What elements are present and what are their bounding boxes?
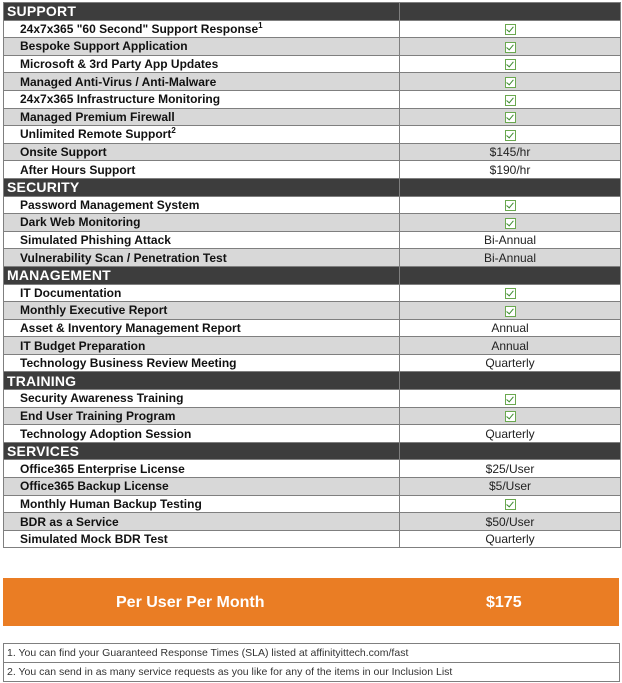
- service-label-text: 24x7x365 "60 Second" Support Response: [20, 21, 259, 36]
- table-row: [4, 513, 621, 531]
- included-cell: [400, 495, 621, 513]
- service-value: $145/hr: [400, 143, 621, 161]
- service-label: [4, 196, 400, 214]
- service-label-text: Asset & Inventory Management Report: [20, 320, 241, 335]
- section-header-cell: [400, 3, 621, 21]
- included-cell: [400, 20, 621, 38]
- price-label: Per User Per Month: [116, 594, 265, 611]
- section-title: MANAGEMENT: [4, 266, 400, 284]
- section-header-management: [4, 266, 621, 284]
- table-row: [4, 530, 621, 548]
- service-label: [4, 460, 400, 478]
- service-label: [4, 513, 400, 531]
- section-header-cell: [400, 178, 621, 196]
- included-cell: [400, 73, 621, 91]
- section-title: SECURITY: [4, 178, 400, 196]
- service-label-text: Monthly Executive Report: [20, 303, 168, 318]
- service-label: [4, 354, 400, 372]
- service-label-text: BDR as a Service: [20, 514, 119, 529]
- service-label: [4, 337, 400, 355]
- service-label: [4, 38, 400, 56]
- service-label-text: Vulnerability Scan / Penetration Test: [20, 250, 227, 265]
- section-header-training: [4, 372, 621, 390]
- service-label-text: Office365 Enterprise License: [20, 461, 185, 476]
- service-label: [4, 108, 400, 126]
- service-label: [4, 231, 400, 249]
- table-row: [4, 108, 621, 126]
- footnotes-table: [3, 643, 620, 682]
- service-label-text: Dark Web Monitoring: [20, 215, 141, 230]
- included-cell: [400, 407, 621, 425]
- service-label-text: After Hours Support: [20, 162, 136, 177]
- service-value: $5/User: [400, 478, 621, 496]
- service-label: [4, 143, 400, 161]
- service-value: Bi-Annual: [400, 249, 621, 267]
- service-label: [4, 214, 400, 232]
- service-value: Quarterly: [400, 354, 621, 372]
- price-value: $175: [486, 594, 522, 611]
- service-label: [4, 20, 400, 38]
- service-label: [4, 284, 400, 302]
- service-value: Quarterly: [400, 425, 621, 443]
- service-value: $25/User: [400, 460, 621, 478]
- table-row: [4, 20, 621, 38]
- footnote-row: [4, 644, 620, 663]
- service-label-text: 24x7x365 Infrastructure Monitoring: [20, 92, 221, 107]
- service-label: [4, 407, 400, 425]
- checkbox-checked-icon: [505, 95, 516, 106]
- service-label: [4, 319, 400, 337]
- footnote-marker: 2: [171, 126, 176, 136]
- service-label: [4, 478, 400, 496]
- included-cell: [400, 90, 621, 108]
- included-cell: [400, 390, 621, 408]
- footnote-1: 1. You can find your Guaranteed Response Times (SLA) listed at affinityittech.com/fast: [4, 644, 620, 663]
- included-cell: [400, 108, 621, 126]
- service-label-text: IT Documentation: [20, 285, 122, 300]
- service-label: [4, 530, 400, 548]
- table-row: [4, 337, 621, 355]
- table-row: [4, 143, 621, 161]
- service-label: [4, 161, 400, 179]
- section-title: SERVICES: [4, 442, 400, 460]
- included-cell: [400, 196, 621, 214]
- service-label-text: Technology Adoption Session: [20, 426, 192, 441]
- checkbox-checked-icon: [505, 411, 516, 422]
- section-header-cell: [400, 266, 621, 284]
- table-row: [4, 214, 621, 232]
- footnote-marker: 1: [258, 20, 263, 30]
- service-label: [4, 249, 400, 267]
- service-label-text: Technology Business Review Meeting: [20, 356, 237, 371]
- service-value: $50/User: [400, 513, 621, 531]
- table-row: [4, 196, 621, 214]
- included-cell: [400, 214, 621, 232]
- checkbox-checked-icon: [505, 24, 516, 35]
- checkbox-checked-icon: [505, 306, 516, 317]
- inclusion-table: [3, 2, 621, 548]
- table-row: [4, 354, 621, 372]
- included-cell: [400, 55, 621, 73]
- service-label: [4, 55, 400, 73]
- section-header-support: [4, 3, 621, 21]
- checkbox-checked-icon: [505, 112, 516, 123]
- table-row: [4, 425, 621, 443]
- service-value: Bi-Annual: [400, 231, 621, 249]
- service-label-text: Simulated Mock BDR Test: [20, 532, 168, 547]
- service-label-text: Bespoke Support Application: [20, 39, 188, 54]
- section-header-cell: [400, 372, 621, 390]
- section-header-cell: [400, 442, 621, 460]
- table-row: [4, 284, 621, 302]
- table-row: [4, 126, 621, 144]
- table-row: [4, 55, 621, 73]
- checkbox-checked-icon: [505, 394, 516, 405]
- footnote-2: 2. You can send in as many service requests as you like for any of the items in our Inclusion List: [4, 663, 620, 682]
- service-label-text: End User Training Program: [20, 408, 176, 423]
- table-row: [4, 460, 621, 478]
- checkbox-checked-icon: [505, 130, 516, 141]
- checkbox-checked-icon: [505, 218, 516, 229]
- checkbox-checked-icon: [505, 499, 516, 510]
- checkbox-checked-icon: [505, 288, 516, 299]
- table-row: [4, 73, 621, 91]
- table-row: [4, 390, 621, 408]
- table-row: [4, 38, 621, 56]
- table-row: [4, 249, 621, 267]
- service-label: [4, 73, 400, 91]
- service-label-text: Onsite Support: [20, 145, 107, 160]
- service-label: [4, 302, 400, 320]
- service-label: [4, 90, 400, 108]
- service-label-text: Office365 Backup License: [20, 479, 169, 494]
- section-title: SUPPORT: [4, 3, 400, 21]
- included-cell: [400, 302, 621, 320]
- table-row: [4, 478, 621, 496]
- footnote-row: [4, 663, 620, 682]
- table-row: [4, 495, 621, 513]
- service-label-text: Microsoft & 3rd Party App Updates: [20, 57, 219, 72]
- table-row: [4, 90, 621, 108]
- service-label: [4, 390, 400, 408]
- table-row: [4, 319, 621, 337]
- service-value: Annual: [400, 319, 621, 337]
- service-label: [4, 495, 400, 513]
- service-value: $190/hr: [400, 161, 621, 179]
- service-label-text: Unlimited Remote Support: [20, 127, 172, 142]
- checkbox-checked-icon: [505, 42, 516, 53]
- table-row: [4, 231, 621, 249]
- section-header-services: [4, 442, 621, 460]
- service-value: Annual: [400, 337, 621, 355]
- service-label: [4, 126, 400, 144]
- service-label: [4, 425, 400, 443]
- section-title: TRAINING: [4, 372, 400, 390]
- service-value: Quarterly: [400, 530, 621, 548]
- service-label-text: Monthly Human Backup Testing: [20, 496, 202, 511]
- included-cell: [400, 284, 621, 302]
- service-label-text: Security Awareness Training: [20, 391, 184, 406]
- service-label-text: IT Budget Preparation: [20, 338, 146, 353]
- included-cell: [400, 38, 621, 56]
- table-row: [4, 161, 621, 179]
- service-label-text: Simulated Phishing Attack: [20, 233, 171, 248]
- included-cell: [400, 126, 621, 144]
- price-banner: [3, 578, 619, 626]
- service-label-text: Managed Anti-Virus / Anti-Malware: [20, 74, 217, 89]
- service-label-text: Managed Premium Firewall: [20, 109, 175, 124]
- checkbox-checked-icon: [505, 77, 516, 88]
- checkbox-checked-icon: [505, 59, 516, 70]
- service-label-text: Password Management System: [20, 197, 200, 212]
- table-row: [4, 302, 621, 320]
- section-header-security: [4, 178, 621, 196]
- checkbox-checked-icon: [505, 200, 516, 211]
- table-row: [4, 407, 621, 425]
